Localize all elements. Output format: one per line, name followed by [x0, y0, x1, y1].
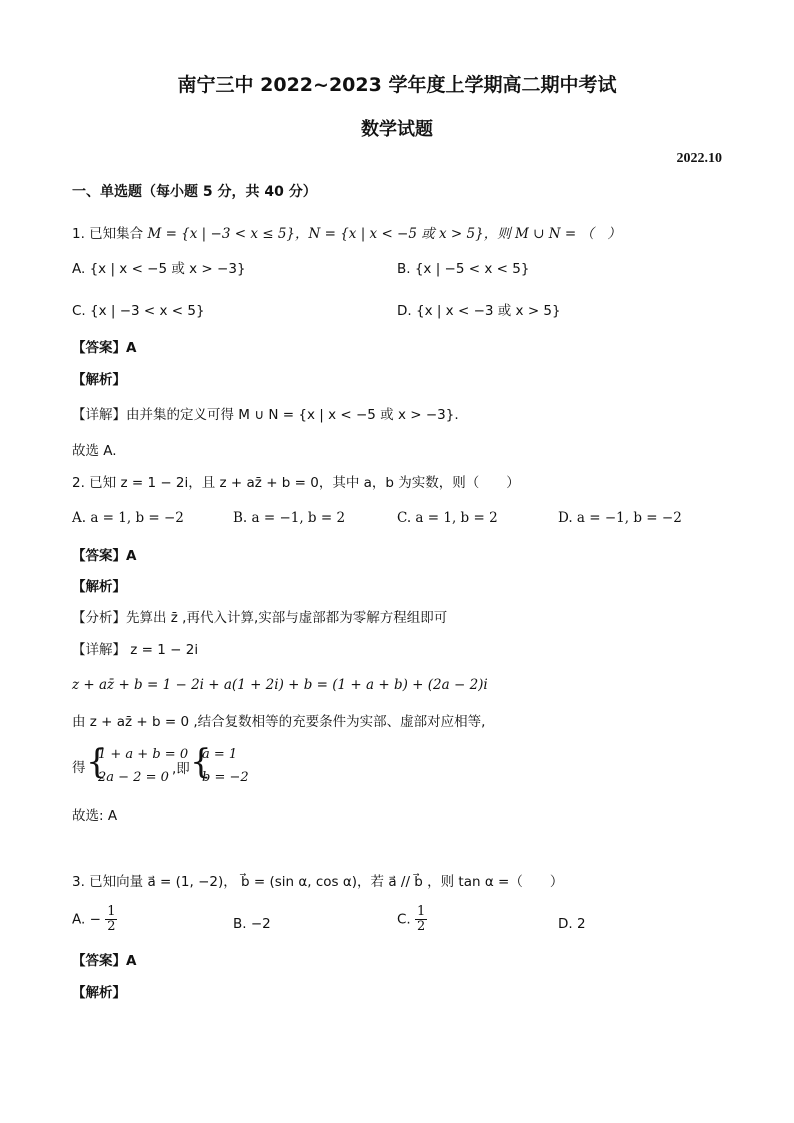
- q3-option-c-den: 2: [417, 919, 426, 934]
- q3-option-a: [72, 905, 117, 934]
- q3-option-a-prefix: A. −: [72, 911, 101, 928]
- q3-option-a-num: 1: [107, 904, 116, 919]
- q3-option-b: B. −2: [233, 916, 271, 932]
- q3-option-d: D. 2: [558, 916, 586, 932]
- section-heading: 一、单选题（每小题 5 分，共 40 分）: [72, 184, 317, 200]
- q2-option-d: D. a = −1, b = −2: [558, 510, 682, 526]
- q1-detail: 【详解】由并集的定义可得 M ∪ N = {x | x < −5 或 x > −3}.: [72, 407, 459, 423]
- left-brace-icon: {: [86, 742, 108, 782]
- q3-analysis: 【解析】: [72, 985, 126, 1001]
- q2-option-b: B. a = −1, b = 2: [233, 510, 346, 526]
- left-brace-icon: {: [190, 742, 212, 782]
- q1-analysis: 【解析】: [72, 372, 126, 388]
- q1-stem: [72, 225, 621, 243]
- q1-answer: 【答案】A: [72, 340, 137, 356]
- q2-detail: 【详解】 z = 1 − 2i: [72, 642, 199, 658]
- q2-option-a: A. a = 1, b = −2: [72, 510, 184, 526]
- q3-option-a-den: 2: [107, 919, 116, 934]
- q1-option-c: C. {x | −3 < x < 5}: [72, 303, 205, 319]
- q2-system-prefix: 得: [72, 760, 86, 776]
- q2-conclusion: 故选: A: [72, 808, 118, 824]
- q2-analysis: 【解析】: [72, 579, 126, 595]
- exam-subtitle: 数学试题: [361, 119, 433, 140]
- q3-answer: 【答案】A: [72, 953, 137, 969]
- q2-system-eq2: 2a − 2 = 0: [98, 770, 169, 785]
- q2-result-eq2: b = −2: [202, 770, 249, 785]
- exam-title: 南宁三中 2022~2023 学年度上学期高二期中考试: [177, 74, 617, 96]
- q3-option-c: [397, 905, 427, 934]
- q1-option-b: B. {x | −5 < x < 5}: [397, 261, 530, 277]
- q3-option-c-prefix: C.: [397, 911, 411, 928]
- q1-option-a: A. {x | x < −5 或 x > −3}: [72, 261, 246, 277]
- q3-option-c-num: 1: [417, 904, 426, 919]
- q2-result-eq1: a = 1: [202, 747, 238, 762]
- q2-method: 【分析】先算出 z̄ ,再代入计算,实部与虚部都为零解方程组即可: [72, 610, 448, 626]
- q2-system-eq1: 1 + a + b = 0: [98, 747, 189, 762]
- q2-option-c: C. a = 1, b = 2: [397, 510, 498, 526]
- q3-option-a-fraction: [105, 905, 117, 934]
- q2-calc: z + az̄ + b = 1 − 2i + a(1 + 2i) + b = (1 + a + b) + (2a − 2)i: [72, 677, 488, 693]
- q2-system-mid: ,即: [172, 761, 190, 777]
- q1-option-d: D. {x | x < −3 或 x > 5}: [397, 303, 561, 319]
- q1-stem-math: M = {x | −3 < x ≤ 5}，N = {x | x < −5 或 x > 5}，则 M ∪ N = （ ）: [147, 226, 621, 242]
- q1-conclusion: 故选 A.: [72, 443, 117, 459]
- q1-stem-prefix: 1. 已知集合: [72, 226, 144, 242]
- q2-reason: 由 z + az̄ + b = 0 ,结合复数相等的充要条件为实部、虚部对应相等,: [72, 714, 486, 730]
- q3-stem: 3. 已知向量 a⃗ = (1, −2)， b⃗ = (sin α, cos α)，若 a⃗ // b⃗ ，则 tan α =（ ）: [72, 874, 564, 890]
- q3-option-c-fraction: [415, 905, 427, 934]
- exam-date: 2022.10: [676, 151, 722, 166]
- q2-answer: 【答案】A: [72, 548, 137, 564]
- q2-stem: 2. 已知 z = 1 − 2i，且 z + az̄ + b = 0，其中 a，b 为实数，则（ ）: [72, 475, 520, 491]
